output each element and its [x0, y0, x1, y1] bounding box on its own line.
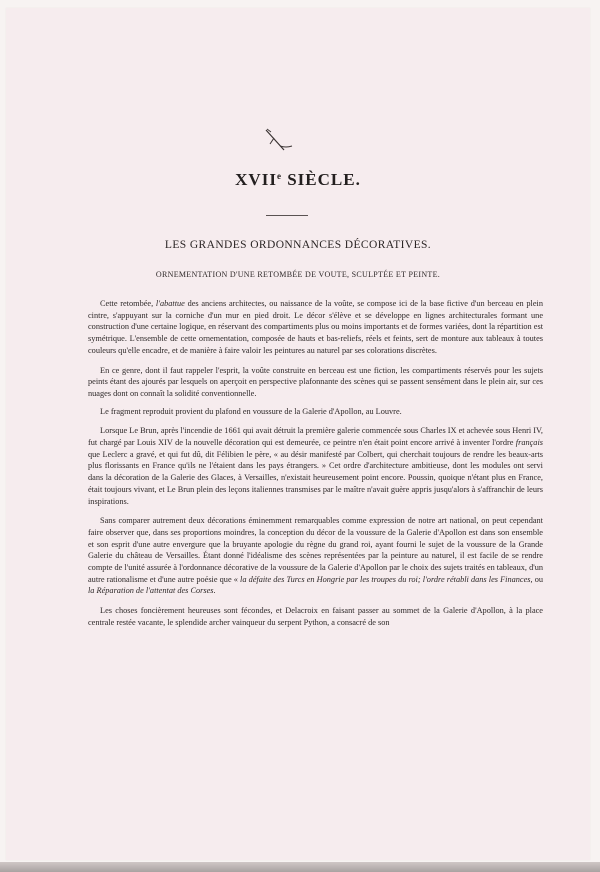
scan-bottom-edge: [0, 862, 600, 872]
paragraph-4-italic: français: [515, 438, 543, 448]
century-heading: [6, 170, 590, 190]
paragraph-5-text-c: , ou: [530, 574, 543, 584]
paragraph-6: Les choses foncièrement heureuses sont fécondes, et Delacroix en faisant passer au sommet de la Galerie d'Apollon, à la place centrale restée vacante, le splendide archer vainqueur du serpent Python, a consacré de son: [88, 606, 543, 627]
paragraph-5-text-e: .: [213, 586, 216, 596]
paragraph-5-italic-2: la Réparation de l'attentat des Corses: [88, 586, 214, 596]
paragraph-1-italic: l'abattue: [155, 299, 185, 308]
divider-rule: [266, 215, 308, 216]
body-text: [88, 298, 543, 637]
paragraph-5-italic-1: la défaite des Turcs en Hongrie par les troupes du roi; l'ordre rétabli dans les Finances: [240, 574, 531, 584]
century-word: SIÈCLE.: [287, 170, 361, 189]
paragraph-4-text-a: Lorsque Le Brun, après l'incendie de 1661 qui avait détruit la première galerie commencée sous Charles IX et achevée sous Henri IV, fut chargé par Louis XIV de la nouvelle décoration qui est demeurée, ce peintre n'en était point encore arrivé à inventer l'ordre: [88, 426, 543, 448]
century-roman: XVII: [235, 170, 277, 189]
quill-ornament-icon: [262, 126, 296, 156]
section-title: LES GRANDES ORDONNANCES DÉCORATIVES.: [164, 239, 432, 251]
paragraph-5-text-a: Sans comparer autrement deux décorations éminemment remarquables comme expression de notre art national, on peut cependant faire observer que, dans ses proportions moindres, la conception du décor de la voussure de la Galerie d'Apollon est dans son ensemble et son esprit d'une autre envergure que la bruyante apologie du règne du grand roi, ayant fourni le sujet de la voussure de la Grande Galerie du château de Versailles. Étant donné l'idéalisme des scènes représentées par la peinture au naturel, il est facile de se rendre compte de l'unité assurée à l'ordonnance décorative de la voussure de la Galerie d'Apollon par le choix des sujets traités en tableaux, d'un autre rationalisme et d'une autre poésie que «: [88, 516, 544, 584]
paragraph-3: Le fragment reproduit provient du plafond en voussure de la Galerie d'Apollon, au Louvre.: [100, 406, 402, 416]
paragraph-1-text-a: Cette retombée,: [100, 299, 156, 308]
paragraph-4-text-c: que Leclerc a gravé, et qui fut dû, dit Félibien le père, « au désir manifesté par Colbert, qui cherchait toujours de rendre les beaux-arts plus florissants en France qu'ils ne l'étaient dans les pays étrangers. » Cet ordre d'architecture ambitieuse, dont les modules ont servi dans la décoration de la Galerie des Glaces, à Versailles, n'existait heureusement point encore. Poussin, quoique n'étant plus en France, était toujours vivant, et Le Brun plein des leçons italiennes transmises par le maître n'avait guère appris jusqu'alors à s'affranchir de leurs inspirations.: [88, 449, 543, 506]
paragraph-4: [88, 425, 543, 507]
paragraph-1-text-c: des anciens architectes, ou naissance de la voûte, se compose ici de la base fictive d'un berceau en plein cintre, s'appuyant sur la corniche d'un mur en pied droit. Le décor s'élève et se développe en lignes architecturales formant une construction d'une certaine logique, en réservant des compartiments plus ou moins importants et de formes variées, dont la répartition est symétrique. L'ensemble de cette ornementation, composée de hauts et bas-reliefs, réels et feints, sert de monture aux tableaux à toutes couleurs qu'elle encadre, et de manière à faire valoir les peintures au naturel par ses colorations discrètes.: [88, 299, 543, 355]
paragraph-1: [88, 298, 543, 357]
century-superscript: e: [276, 171, 282, 181]
document-page: [6, 8, 590, 860]
paragraph-5: [88, 515, 543, 597]
section-subtitle: ORNEMENTATION D'UNE RETOMBÉE DE VOUTE, SCULPTÉE ET PEINTE.: [155, 270, 441, 279]
paragraph-2: En ce genre, dont il faut rappeler l'esprit, la voûte construite en berceau est une fiction, les compartiments réservés pour les sujets peints étant des ajourés par lesquels on aperçoit en perspective plafonnante des scènes qui se passent sensément dans le plein air, sur ces nuages dont on connaît la solidité conventionnelle.: [88, 365, 543, 398]
